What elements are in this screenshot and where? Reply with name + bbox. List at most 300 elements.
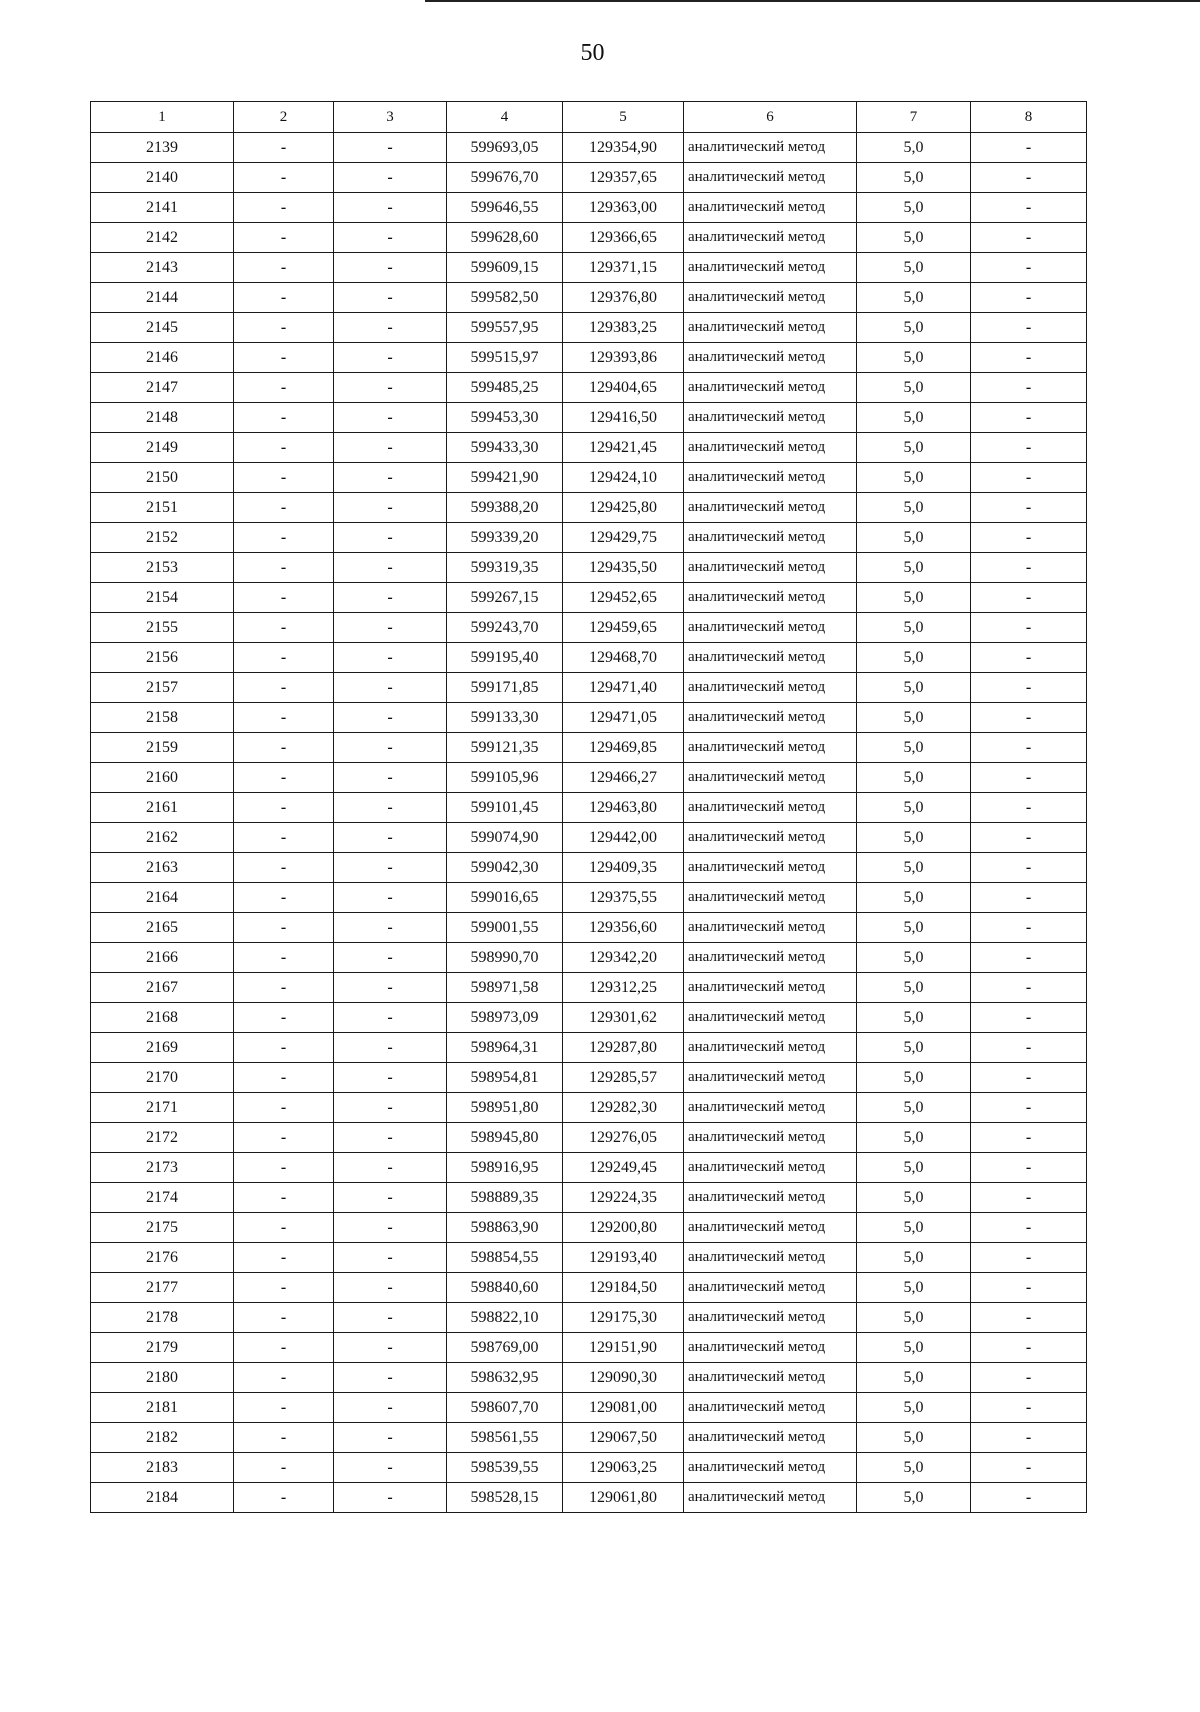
accuracy-cell: 5,0 [857,1393,971,1423]
col2-cell: - [234,1093,334,1123]
table-row [91,763,1087,793]
table-row [91,1453,1087,1483]
method-cell: аналитический метод [684,1273,857,1303]
accuracy-cell: 5,0 [857,1183,971,1213]
y-coordinate-cell: 129312,25 [563,973,684,1003]
col2-cell: - [234,643,334,673]
column-header: 6 [684,102,857,133]
col2-cell: - [234,703,334,733]
col3-cell: - [334,193,447,223]
col8-cell: - [971,703,1087,733]
col2-cell: - [234,553,334,583]
point-number-cell: 2139 [91,133,234,163]
col2-cell: - [234,253,334,283]
method-cell: аналитический метод [684,403,857,433]
x-coordinate-cell: 598889,35 [447,1183,563,1213]
point-number-cell: 2152 [91,523,234,553]
point-number-cell: 2165 [91,913,234,943]
accuracy-cell: 5,0 [857,1303,971,1333]
col2-cell: - [234,1033,334,1063]
y-coordinate-cell: 129466,27 [563,763,684,793]
point-number-cell: 2167 [91,973,234,1003]
accuracy-cell: 5,0 [857,1333,971,1363]
accuracy-cell: 5,0 [857,343,971,373]
x-coordinate-cell: 599105,96 [447,763,563,793]
point-number-cell: 2173 [91,1153,234,1183]
table-row [91,583,1087,613]
method-cell: аналитический метод [684,253,857,283]
col3-cell: - [334,1093,447,1123]
table-row [91,943,1087,973]
accuracy-cell: 5,0 [857,1453,971,1483]
y-coordinate-cell: 129409,35 [563,853,684,883]
col2-cell: - [234,763,334,793]
col2-cell: - [234,223,334,253]
method-cell: аналитический метод [684,643,857,673]
y-coordinate-cell: 129366,65 [563,223,684,253]
y-coordinate-cell: 129067,50 [563,1423,684,1453]
method-cell: аналитический метод [684,553,857,583]
col3-cell: - [334,973,447,1003]
point-number-cell: 2150 [91,463,234,493]
table-row [91,403,1087,433]
x-coordinate-cell: 598951,80 [447,1093,563,1123]
col2-cell: - [234,373,334,403]
table-row [91,373,1087,403]
point-number-cell: 2174 [91,1183,234,1213]
point-number-cell: 2162 [91,823,234,853]
x-coordinate-cell: 598954,81 [447,1063,563,1093]
x-coordinate-cell: 598990,70 [447,943,563,973]
column-header: 5 [563,102,684,133]
col8-cell: - [971,1183,1087,1213]
method-cell: аналитический метод [684,1063,857,1093]
col8-cell: - [971,1153,1087,1183]
table-row [91,793,1087,823]
method-cell: аналитический метод [684,493,857,523]
x-coordinate-cell: 598607,70 [447,1393,563,1423]
x-coordinate-cell: 599485,25 [447,373,563,403]
col8-cell: - [971,973,1087,1003]
point-number-cell: 2183 [91,1453,234,1483]
point-number-cell: 2177 [91,1273,234,1303]
table-row [91,913,1087,943]
col8-cell: - [971,553,1087,583]
table-row [91,463,1087,493]
col2-cell: - [234,493,334,523]
method-cell: аналитический метод [684,1093,857,1123]
col8-cell: - [971,913,1087,943]
col2-cell: - [234,1063,334,1093]
method-cell: аналитический метод [684,1333,857,1363]
col3-cell: - [334,763,447,793]
col2-cell: - [234,793,334,823]
column-header: 4 [447,102,563,133]
method-cell: аналитический метод [684,673,857,703]
col3-cell: - [334,583,447,613]
col3-cell: - [334,1183,447,1213]
x-coordinate-cell: 598561,55 [447,1423,563,1453]
method-cell: аналитический метод [684,1123,857,1153]
method-cell: аналитический метод [684,883,857,913]
table-row [91,1423,1087,1453]
col3-cell: - [334,1213,447,1243]
point-number-cell: 2149 [91,433,234,463]
col3-cell: - [334,223,447,253]
col8-cell: - [971,1273,1087,1303]
point-number-cell: 2158 [91,703,234,733]
method-cell: аналитический метод [684,523,857,553]
point-number-cell: 2168 [91,1003,234,1033]
point-number-cell: 2155 [91,613,234,643]
table-row [91,973,1087,1003]
accuracy-cell: 5,0 [857,493,971,523]
accuracy-cell: 5,0 [857,763,971,793]
col8-cell: - [971,1093,1087,1123]
col3-cell: - [334,283,447,313]
col2-cell: - [234,1423,334,1453]
col3-cell: - [334,1153,447,1183]
method-cell: аналитический метод [684,343,857,373]
accuracy-cell: 5,0 [857,613,971,643]
table-row [91,1273,1087,1303]
col2-cell: - [234,433,334,463]
col8-cell: - [971,493,1087,523]
x-coordinate-cell: 599101,45 [447,793,563,823]
col8-cell: - [971,193,1087,223]
point-number-cell: 2164 [91,883,234,913]
y-coordinate-cell: 129376,80 [563,283,684,313]
y-coordinate-cell: 129469,85 [563,733,684,763]
table-row [91,343,1087,373]
col8-cell: - [971,523,1087,553]
col3-cell: - [334,463,447,493]
x-coordinate-cell: 599388,20 [447,493,563,523]
table-row [91,703,1087,733]
y-coordinate-cell: 129416,50 [563,403,684,433]
x-coordinate-cell: 598632,95 [447,1363,563,1393]
x-coordinate-cell: 599433,30 [447,433,563,463]
col3-cell: - [334,703,447,733]
accuracy-cell: 5,0 [857,1093,971,1123]
point-number-cell: 2142 [91,223,234,253]
col8-cell: - [971,1303,1087,1333]
top-edge-rule [425,0,1200,2]
column-header: 7 [857,102,971,133]
accuracy-cell: 5,0 [857,193,971,223]
x-coordinate-cell: 598822,10 [447,1303,563,1333]
x-coordinate-cell: 598840,60 [447,1273,563,1303]
x-coordinate-cell: 599171,85 [447,673,563,703]
y-coordinate-cell: 129276,05 [563,1123,684,1153]
x-coordinate-cell: 599319,35 [447,553,563,583]
column-header: 2 [234,102,334,133]
method-cell: аналитический метод [684,823,857,853]
x-coordinate-cell: 599121,35 [447,733,563,763]
table-row [91,1003,1087,1033]
y-coordinate-cell: 129425,80 [563,493,684,523]
col8-cell: - [971,733,1087,763]
table-row [91,1483,1087,1513]
column-header: 3 [334,102,447,133]
col2-cell: - [234,1183,334,1213]
col2-cell: - [234,973,334,1003]
x-coordinate-cell: 598964,31 [447,1033,563,1063]
point-number-cell: 2145 [91,313,234,343]
x-coordinate-cell: 599243,70 [447,613,563,643]
y-coordinate-cell: 129383,25 [563,313,684,343]
point-number-cell: 2146 [91,343,234,373]
y-coordinate-cell: 129224,35 [563,1183,684,1213]
col8-cell: - [971,1333,1087,1363]
y-coordinate-cell: 129471,40 [563,673,684,703]
point-number-cell: 2175 [91,1213,234,1243]
table-row [91,283,1087,313]
col8-cell: - [971,133,1087,163]
x-coordinate-cell: 599693,05 [447,133,563,163]
y-coordinate-cell: 129471,05 [563,703,684,733]
col2-cell: - [234,733,334,763]
col2-cell: - [234,1123,334,1153]
col3-cell: - [334,733,447,763]
y-coordinate-cell: 129282,30 [563,1093,684,1123]
col8-cell: - [971,643,1087,673]
point-number-cell: 2143 [91,253,234,283]
table-row [91,1243,1087,1273]
y-coordinate-cell: 129357,65 [563,163,684,193]
col3-cell: - [334,1453,447,1483]
col3-cell: - [334,1063,447,1093]
x-coordinate-cell: 599557,95 [447,313,563,343]
col3-cell: - [334,1123,447,1153]
method-cell: аналитический метод [684,943,857,973]
y-coordinate-cell: 129184,50 [563,1273,684,1303]
x-coordinate-cell: 599042,30 [447,853,563,883]
table-row [91,133,1087,163]
col3-cell: - [334,553,447,583]
page-number: 50 [580,40,605,66]
table-row [91,673,1087,703]
col8-cell: - [971,853,1087,883]
point-number-cell: 2159 [91,733,234,763]
accuracy-cell: 5,0 [857,253,971,283]
col2-cell: - [234,1333,334,1363]
accuracy-cell: 5,0 [857,733,971,763]
col2-cell: - [234,1453,334,1483]
accuracy-cell: 5,0 [857,1273,971,1303]
table-row [91,1063,1087,1093]
accuracy-cell: 5,0 [857,1423,971,1453]
point-number-cell: 2156 [91,643,234,673]
table-row [91,493,1087,523]
x-coordinate-cell: 599582,50 [447,283,563,313]
y-coordinate-cell: 129442,00 [563,823,684,853]
point-number-cell: 2172 [91,1123,234,1153]
accuracy-cell: 5,0 [857,463,971,493]
accuracy-cell: 5,0 [857,133,971,163]
col2-cell: - [234,613,334,643]
method-cell: аналитический метод [684,763,857,793]
col8-cell: - [971,1483,1087,1513]
col3-cell: - [334,133,447,163]
accuracy-cell: 5,0 [857,1483,971,1513]
accuracy-cell: 5,0 [857,913,971,943]
point-number-cell: 2147 [91,373,234,403]
point-number-cell: 2169 [91,1033,234,1063]
y-coordinate-cell: 129435,50 [563,553,684,583]
col2-cell: - [234,583,334,613]
y-coordinate-cell: 129424,10 [563,463,684,493]
accuracy-cell: 5,0 [857,1363,971,1393]
col2-cell: - [234,1243,334,1273]
x-coordinate-cell: 599628,60 [447,223,563,253]
point-number-cell: 2182 [91,1423,234,1453]
y-coordinate-cell: 129063,25 [563,1453,684,1483]
col3-cell: - [334,253,447,283]
table-row [91,1033,1087,1063]
point-number-cell: 2140 [91,163,234,193]
x-coordinate-cell: 599646,55 [447,193,563,223]
y-coordinate-cell: 129459,65 [563,613,684,643]
method-cell: аналитический метод [684,973,857,1003]
point-number-cell: 2160 [91,763,234,793]
method-cell: аналитический метод [684,1483,857,1513]
x-coordinate-cell: 598971,58 [447,973,563,1003]
col3-cell: - [334,1273,447,1303]
col8-cell: - [971,253,1087,283]
coordinates-table [90,101,1087,1513]
col3-cell: - [334,793,447,823]
col8-cell: - [971,1243,1087,1273]
col3-cell: - [334,1363,447,1393]
method-cell: аналитический метод [684,913,857,943]
table-row [91,733,1087,763]
y-coordinate-cell: 129151,90 [563,1333,684,1363]
table-row [91,643,1087,673]
table-row [91,523,1087,553]
col8-cell: - [971,373,1087,403]
table-row [91,823,1087,853]
accuracy-cell: 5,0 [857,1243,971,1273]
col3-cell: - [334,523,447,553]
col3-cell: - [334,823,447,853]
col8-cell: - [971,1453,1087,1483]
method-cell: аналитический метод [684,1423,857,1453]
point-number-cell: 2154 [91,583,234,613]
x-coordinate-cell: 599609,15 [447,253,563,283]
method-cell: аналитический метод [684,583,857,613]
col2-cell: - [234,1303,334,1333]
method-cell: аналитический метод [684,1303,857,1333]
accuracy-cell: 5,0 [857,1153,971,1183]
method-cell: аналитический метод [684,163,857,193]
y-coordinate-cell: 129175,30 [563,1303,684,1333]
col2-cell: - [234,283,334,313]
table-row [91,853,1087,883]
table-row [91,433,1087,463]
point-number-cell: 2151 [91,493,234,523]
method-cell: аналитический метод [684,733,857,763]
accuracy-cell: 5,0 [857,973,971,1003]
y-coordinate-cell: 129429,75 [563,523,684,553]
table-row [91,1393,1087,1423]
accuracy-cell: 5,0 [857,1063,971,1093]
x-coordinate-cell: 598854,55 [447,1243,563,1273]
col3-cell: - [334,673,447,703]
accuracy-cell: 5,0 [857,1003,971,1033]
col3-cell: - [334,1333,447,1363]
x-coordinate-cell: 598973,09 [447,1003,563,1033]
point-number-cell: 2157 [91,673,234,703]
x-coordinate-cell: 598863,90 [447,1213,563,1243]
y-coordinate-cell: 129193,40 [563,1243,684,1273]
accuracy-cell: 5,0 [857,643,971,673]
col8-cell: - [971,223,1087,253]
method-cell: аналитический метод [684,193,857,223]
y-coordinate-cell: 129301,62 [563,1003,684,1033]
method-cell: аналитический метод [684,223,857,253]
method-cell: аналитический метод [684,1183,857,1213]
col8-cell: - [971,763,1087,793]
table-row [91,1213,1087,1243]
method-cell: аналитический метод [684,373,857,403]
col8-cell: - [971,583,1087,613]
col2-cell: - [234,673,334,703]
table-row [91,1333,1087,1363]
method-cell: аналитический метод [684,463,857,493]
col2-cell: - [234,823,334,853]
x-coordinate-cell: 598528,15 [447,1483,563,1513]
col3-cell: - [334,1303,447,1333]
method-cell: аналитический метод [684,1363,857,1393]
accuracy-cell: 5,0 [857,553,971,583]
col8-cell: - [971,1423,1087,1453]
col8-cell: - [971,883,1087,913]
table-row [91,553,1087,583]
table-row [91,1153,1087,1183]
col3-cell: - [334,643,447,673]
col2-cell: - [234,1363,334,1393]
accuracy-cell: 5,0 [857,583,971,613]
method-cell: аналитический метод [684,853,857,883]
table-row [91,1093,1087,1123]
y-coordinate-cell: 129421,45 [563,433,684,463]
col3-cell: - [334,373,447,403]
col2-cell: - [234,853,334,883]
col2-cell: - [234,883,334,913]
col2-cell: - [234,313,334,343]
point-number-cell: 2166 [91,943,234,973]
x-coordinate-cell: 599267,15 [447,583,563,613]
col8-cell: - [971,163,1087,193]
col8-cell: - [971,823,1087,853]
col2-cell: - [234,463,334,493]
x-coordinate-cell: 599339,20 [447,523,563,553]
y-coordinate-cell: 129356,60 [563,913,684,943]
table-row [91,163,1087,193]
accuracy-cell: 5,0 [857,283,971,313]
method-cell: аналитический метод [684,1453,857,1483]
y-coordinate-cell: 129342,20 [563,943,684,973]
y-coordinate-cell: 129371,15 [563,253,684,283]
y-coordinate-cell: 129363,00 [563,193,684,223]
method-cell: аналитический метод [684,433,857,463]
x-coordinate-cell: 598769,00 [447,1333,563,1363]
x-coordinate-cell: 599421,90 [447,463,563,493]
y-coordinate-cell: 129468,70 [563,643,684,673]
col8-cell: - [971,403,1087,433]
col2-cell: - [234,1153,334,1183]
